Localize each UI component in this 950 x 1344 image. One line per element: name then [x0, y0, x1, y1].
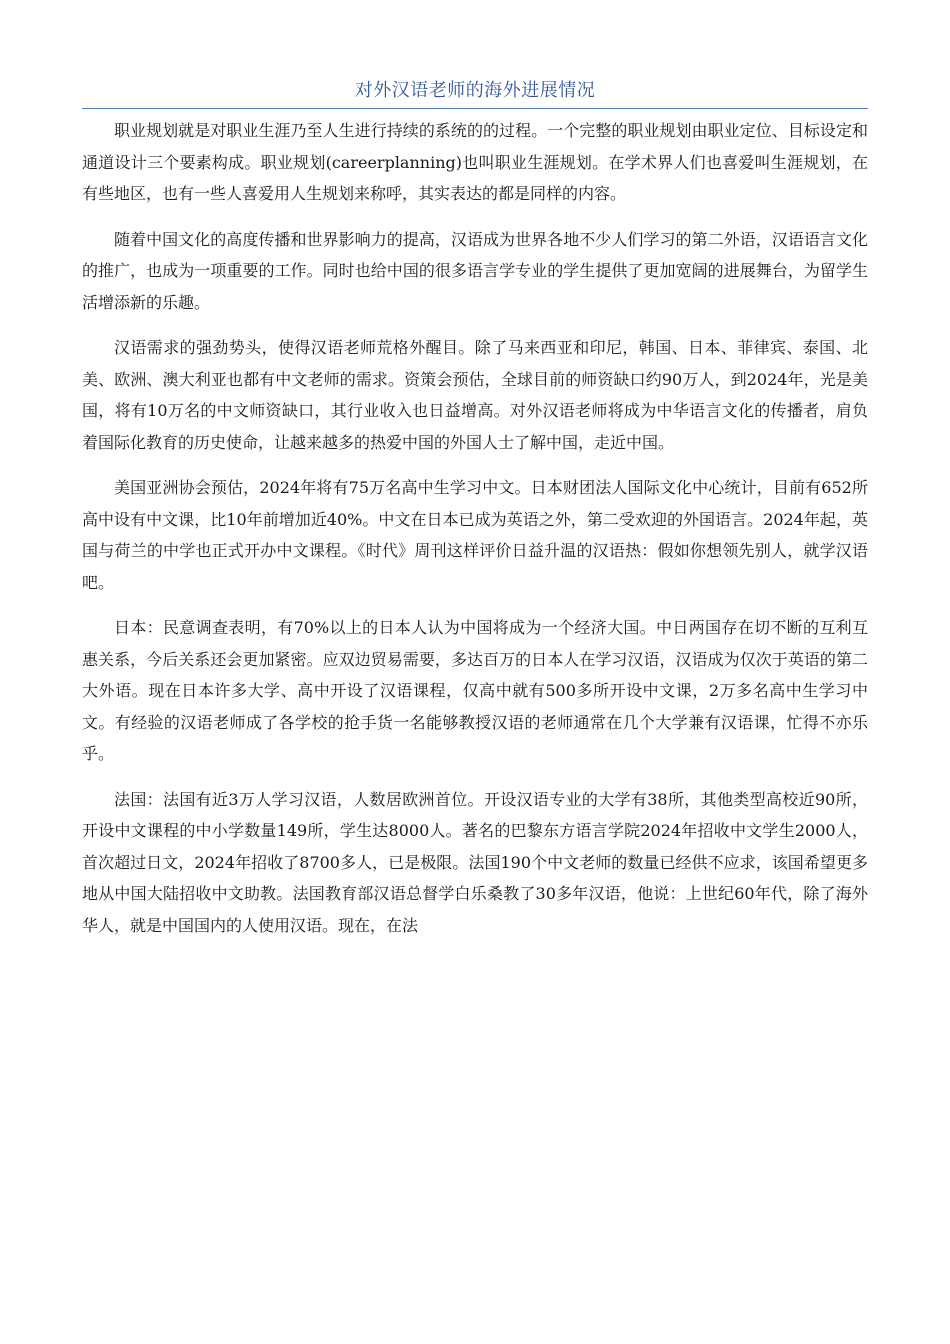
document-page — [82, 78, 868, 955]
paragraph-chinese-culture: 随着中国文化的高度传播和世界影响力的提高，汉语成为世界各地不少人们学习的第二外语，汉语语言文化的推广，也成为一项重要的工作。同时也给中国的很多语言学专业的学生提供了更加宽阔的进展舞台，为留学生活增添新的乐趣。 — [82, 229, 868, 312]
paragraph-japan: 日本：民意调查表明，有70%以上的日本人认为中国将成为一个经济大国。中日两国存在切不断的互利互惠关系，今后关系还会更加紧密。应双边贸易需要，多达百万的日本人在学习汉语，汉语成为仅次于英语的第二大外语。现在日本许多大学、高中开设了汉语课程，仅高中就有500多所开设中文课，2万多名高中生学习中文。有经验的汉语老师成了各学校的抢手货一名能够教授汉语的老师通常在几个大学兼有汉语课，忙得不亦乐乎。 — [82, 618, 868, 763]
document-title: 对外汉语老师的海外进展情况 — [354, 80, 596, 101]
paragraph-us-asia-society: 美国亚洲协会预估，2024年将有75万名高中生学习中文。日本财团法人国际文化中心统计，目前有652所高中设有中文课，比10年前增加近40%。中文在日本已成为英语之外，第二受欢迎的外国语言。2024年起，英国与荷兰的中学也正式开办中文课程。《时代》周刊这样评价日益升温的汉语热：假如你想领先别人，就学汉语吧。 — [82, 478, 868, 592]
paragraph-teacher-demand: 汉语需求的强劲势头，使得汉语老师荒格外醒目。除了马来西亚和印尼，韩国、日本、菲律宾、泰国、北美、欧洲、澳大利亚也都有中文老师的需求。资策会预估，全球目前的师资缺口约90万人，到2024年，光是美国，将有10万名的中文师资缺口，其行业收入也日益增高。对外汉语老师将成为中华语言文化的传播者，肩负着国际化教育的历史使命，让越来越多的热爱中国的外国人士了解中国，走近中国。 — [82, 338, 868, 452]
paragraph-career-planning: 职业规划就是对职业生涯乃至人生进行持续的系统的的过程。一个完整的职业规划由职业定位、目标设定和通道设计三个要素构成。职业规划(careerplanning)也叫职业生涯规划。在学术界人们也喜爱叫生涯规划，在有些地区，也有一些人喜爱用人生规划来称呼，其实表达的都是同样的内容。 — [82, 121, 868, 203]
title-divider — [82, 108, 868, 109]
document-body — [82, 115, 868, 941]
paragraph-france: 法国：法国有近3万人学习汉语，人数居欧洲首位。开设汉语专业的大学有38所，其他类型高校近90所，开设中文课程的中小学数量149所，学生达8000人。著名的巴黎东方语言学院2024年招收中文学生2000人，首次超过日文，2024年招收了8700多人，已是极限。法国190个中文老师的数量已经供不应求，该国希望更多地从中国大陆招收中文助教。法国教育部汉语总督学白乐桑教了30多年汉语，他说：上世纪60年代，除了海外华人，就是中国国内的人使用汉语。现在，在法 — [82, 789, 868, 935]
